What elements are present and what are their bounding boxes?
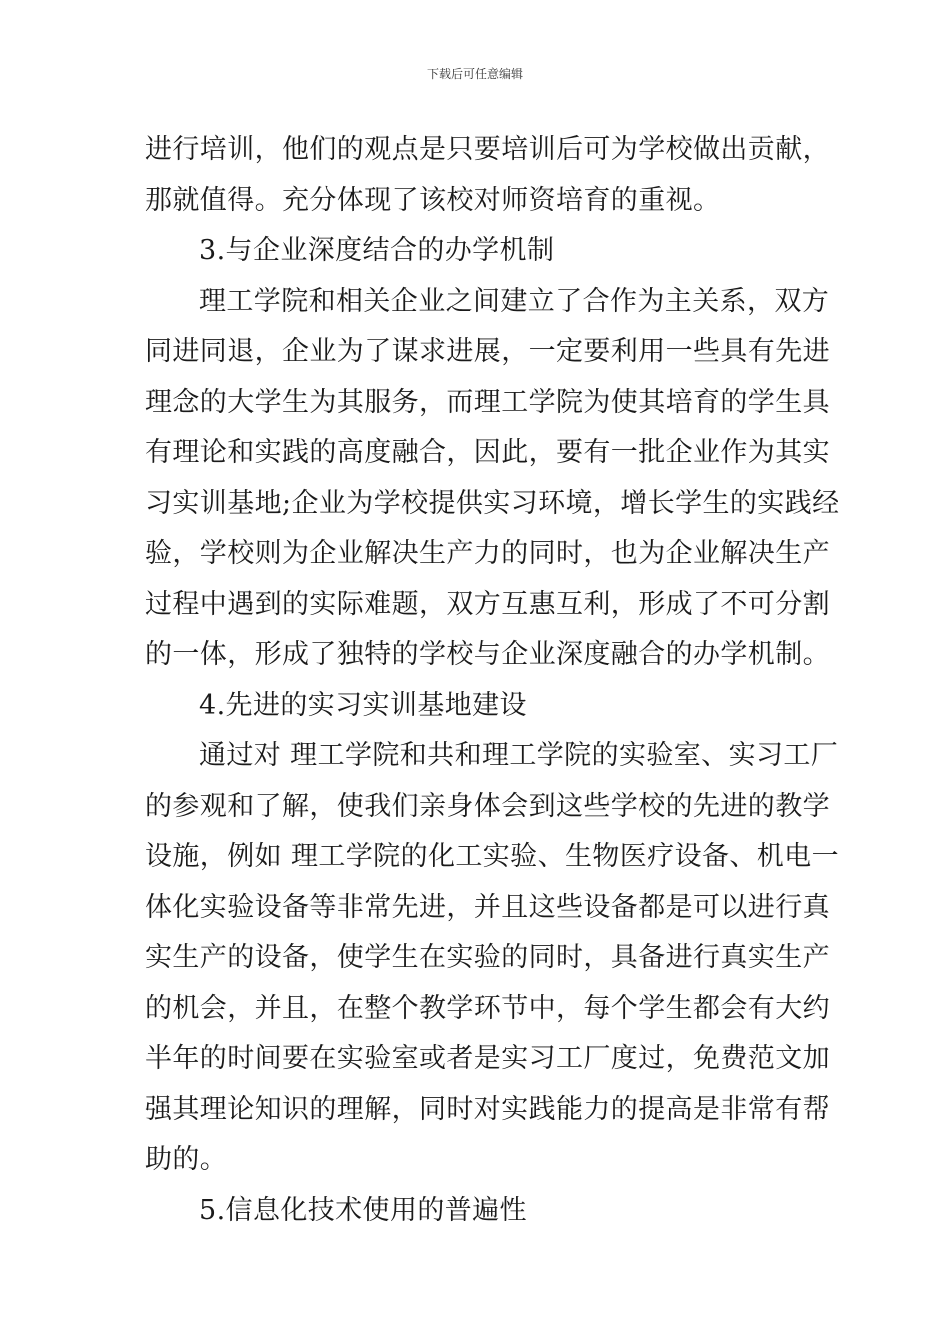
paragraph-start: 理工学院和相关企业之间建立了合作为主关系，双方	[199, 285, 830, 317]
text-line: 强其理论知识的理解，同时对实践能力的提高是非常有帮	[145, 1093, 830, 1125]
text-line: 设施，例如 理工学院的化工实验、生物医疗设备、机电一	[145, 841, 839, 872]
text-line: 的一体，形成了独特的学校与企业深度融合的办学机制。	[145, 639, 830, 670]
body-text	[145, 125, 840, 1236]
text-line: 进行培训，他们的观点是只要培训后可为学校做出贡献，	[145, 134, 830, 165]
text-line: 的参观和了解，使我们亲身体会到这些学校的先进的教学	[145, 790, 830, 822]
text-line: 验，学校则为企业解决生产力的同时，也为企业解决生产	[145, 538, 830, 569]
text-line: 习实训基地;企业为学校提供实习环境，增长学生的实践经	[145, 487, 840, 519]
section-heading: 4.先进的实习实训基地建设	[199, 689, 527, 721]
paragraph-start: 通过对 理工学院和共和理工学院的实验室、实习工厂	[199, 740, 839, 771]
section-heading: 3.与企业深度结合的办学机制	[199, 235, 555, 266]
section-heading: 5.信息化技术使用的普遍性	[199, 1194, 527, 1226]
text-line: 半年的时间要在实验室或者是实习工厂度过，免费范文加	[145, 1043, 830, 1074]
text-line: 助的。	[145, 1144, 228, 1175]
text-line: 那就值得。充分体现了该校对师资培育的重视。	[145, 184, 721, 216]
text-line: 过程中遇到的实际难题，双方互惠互利，形成了不可分割	[145, 588, 830, 620]
text-line: 理念的大学生为其服务，而理工学院为使其培育的学生具	[145, 386, 830, 418]
page-header: 下载后可任意编辑	[426, 67, 523, 81]
text-line: 有理论和实践的高度融合，因此，要有一批企业作为其实	[145, 437, 830, 468]
text-line: 同进同退，企业为了谋求进展，一定要利用一些具有先进	[145, 336, 830, 367]
text-line: 体化实验设备等非常先进，并且这些设备都是可以进行真	[145, 891, 830, 923]
text-line: 实生产的设备，使学生在实验的同时，具备进行真实生产	[145, 942, 830, 973]
text-line: 的机会，并且，在整个教学环节中，每个学生都会有大约	[145, 992, 830, 1024]
